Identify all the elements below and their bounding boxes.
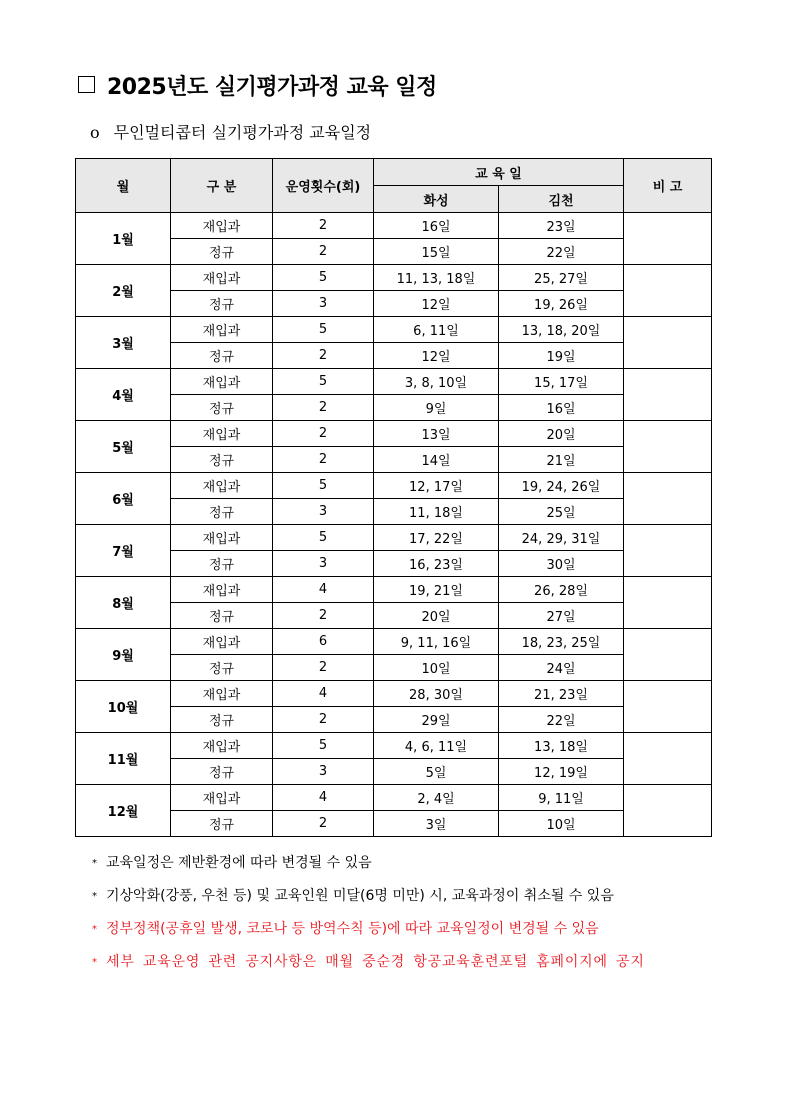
- cell-gimcheon: 21일: [499, 447, 624, 473]
- cell-category: 재입과: [171, 577, 273, 603]
- table-row: [76, 525, 712, 551]
- cell-gimcheon: 27일: [499, 603, 624, 629]
- note-item: [92, 852, 722, 885]
- cell-gimcheon: 24, 29, 31일: [499, 525, 624, 551]
- cell-category: 재입과: [171, 629, 273, 655]
- table-row: [76, 291, 712, 317]
- cell-gimcheon: 13, 18, 20일: [499, 317, 624, 343]
- cell-month: 11월: [76, 733, 171, 785]
- header-hwaseong: 화성: [374, 186, 499, 213]
- cell-hwaseong: 14일: [374, 447, 499, 473]
- cell-category: 정규: [171, 759, 273, 785]
- note-item: [92, 885, 722, 918]
- cell-gimcheon: 21, 23일: [499, 681, 624, 707]
- cell-sessions: 4: [273, 577, 374, 603]
- cell-remarks: [624, 733, 712, 785]
- table-row: [76, 577, 712, 603]
- header-gimcheon: 김천: [499, 186, 624, 213]
- table-row: [76, 213, 712, 239]
- cell-month: 6월: [76, 473, 171, 525]
- cell-gimcheon: 25일: [499, 499, 624, 525]
- cell-category: 재입과: [171, 317, 273, 343]
- notes-list: [92, 852, 722, 984]
- table-row: [76, 785, 712, 811]
- cell-sessions: 2: [273, 239, 374, 265]
- cell-hwaseong: 15일: [374, 239, 499, 265]
- cell-sessions: 3: [273, 291, 374, 317]
- cell-gimcheon: 23일: [499, 213, 624, 239]
- header-remarks: 비 고: [624, 159, 712, 213]
- cell-gimcheon: 19, 26일: [499, 291, 624, 317]
- cell-month: 10월: [76, 681, 171, 733]
- cell-gimcheon: 24일: [499, 655, 624, 681]
- header-month: 월: [76, 159, 171, 213]
- cell-month: 7월: [76, 525, 171, 577]
- note-item: [92, 951, 722, 984]
- cell-hwaseong: 19, 21일: [374, 577, 499, 603]
- cell-month: 12월: [76, 785, 171, 837]
- cell-hwaseong: 12일: [374, 343, 499, 369]
- cell-gimcheon: 18, 23, 25일: [499, 629, 624, 655]
- header-sessions: 운영횟수(회): [273, 159, 374, 213]
- table-row: [76, 629, 712, 655]
- section-subtitle: [90, 120, 371, 143]
- cell-sessions: 5: [273, 525, 374, 551]
- cell-sessions: 2: [273, 421, 374, 447]
- table-row: [76, 369, 712, 395]
- cell-category: 정규: [171, 239, 273, 265]
- cell-remarks: [624, 629, 712, 681]
- cell-sessions: 2: [273, 343, 374, 369]
- cell-category: 정규: [171, 395, 273, 421]
- cell-remarks: [624, 681, 712, 733]
- cell-gimcheon: 26, 28일: [499, 577, 624, 603]
- cell-category: 재입과: [171, 733, 273, 759]
- asterisk-icon: *: [92, 924, 97, 935]
- cell-gimcheon: 19, 24, 26일: [499, 473, 624, 499]
- cell-remarks: [624, 525, 712, 577]
- cell-hwaseong: 13일: [374, 421, 499, 447]
- cell-month: 2월: [76, 265, 171, 317]
- cell-hwaseong: 28, 30일: [374, 681, 499, 707]
- cell-hwaseong: 17, 22일: [374, 525, 499, 551]
- cell-gimcheon: 30일: [499, 551, 624, 577]
- table-row: [76, 499, 712, 525]
- table-row: [76, 343, 712, 369]
- cell-gimcheon: 13, 18일: [499, 733, 624, 759]
- note-text: 정부정책(공휴일 발생, 코로나 등 방역수칙 등)에 따라 교육일정이 변경될 수 있음: [106, 921, 599, 937]
- table-row: [76, 239, 712, 265]
- cell-hwaseong: 6, 11일: [374, 317, 499, 343]
- cell-gimcheon: 12, 19일: [499, 759, 624, 785]
- cell-gimcheon: 22일: [499, 239, 624, 265]
- cell-hwaseong: 20일: [374, 603, 499, 629]
- cell-month: 1월: [76, 213, 171, 265]
- cell-gimcheon: 15, 17일: [499, 369, 624, 395]
- cell-category: 재입과: [171, 265, 273, 291]
- table-row: [76, 447, 712, 473]
- cell-category: 정규: [171, 551, 273, 577]
- cell-month: 9월: [76, 629, 171, 681]
- cell-gimcheon: 10일: [499, 811, 624, 837]
- cell-hwaseong: 5일: [374, 759, 499, 785]
- cell-category: 정규: [171, 655, 273, 681]
- cell-sessions: 2: [273, 707, 374, 733]
- cell-category: 정규: [171, 499, 273, 525]
- cell-category: 재입과: [171, 785, 273, 811]
- cell-sessions: 5: [273, 265, 374, 291]
- cell-sessions: 5: [273, 473, 374, 499]
- cell-remarks: [624, 213, 712, 265]
- cell-remarks: [624, 577, 712, 629]
- cell-hwaseong: 9, 11, 16일: [374, 629, 499, 655]
- table-row: [76, 681, 712, 707]
- cell-category: 정규: [171, 447, 273, 473]
- cell-hwaseong: 12, 17일: [374, 473, 499, 499]
- cell-gimcheon: 20일: [499, 421, 624, 447]
- schedule-table: [75, 158, 712, 837]
- cell-remarks: [624, 473, 712, 525]
- cell-month: 4월: [76, 369, 171, 421]
- cell-category: 정규: [171, 603, 273, 629]
- cell-remarks: [624, 785, 712, 837]
- cell-sessions: 3: [273, 499, 374, 525]
- cell-hwaseong: 29일: [374, 707, 499, 733]
- cell-sessions: 2: [273, 655, 374, 681]
- cell-hwaseong: 12일: [374, 291, 499, 317]
- asterisk-icon: *: [92, 858, 97, 869]
- table-row: [76, 707, 712, 733]
- cell-remarks: [624, 317, 712, 369]
- cell-gimcheon: 25, 27일: [499, 265, 624, 291]
- cell-sessions: 2: [273, 213, 374, 239]
- cell-gimcheon: 22일: [499, 707, 624, 733]
- cell-sessions: 3: [273, 759, 374, 785]
- table-header: [76, 159, 712, 213]
- cell-sessions: 6: [273, 629, 374, 655]
- asterisk-icon: *: [92, 957, 98, 968]
- cell-sessions: 4: [273, 681, 374, 707]
- cell-hwaseong: 16, 23일: [374, 551, 499, 577]
- cell-category: 정규: [171, 291, 273, 317]
- cell-hwaseong: 16일: [374, 213, 499, 239]
- cell-sessions: 5: [273, 369, 374, 395]
- cell-gimcheon: 16일: [499, 395, 624, 421]
- cell-hwaseong: 9일: [374, 395, 499, 421]
- cell-category: 정규: [171, 343, 273, 369]
- cell-sessions: 2: [273, 447, 374, 473]
- table-row: [76, 551, 712, 577]
- cell-hwaseong: 2, 4일: [374, 785, 499, 811]
- cell-month: 3월: [76, 317, 171, 369]
- cell-remarks: [624, 369, 712, 421]
- cell-hwaseong: 3, 8, 10일: [374, 369, 499, 395]
- cell-category: 재입과: [171, 421, 273, 447]
- table-row: [76, 421, 712, 447]
- table-row: [76, 603, 712, 629]
- cell-category: 재입과: [171, 525, 273, 551]
- table-row: [76, 473, 712, 499]
- cell-category: 재입과: [171, 681, 273, 707]
- cell-gimcheon: 19일: [499, 343, 624, 369]
- cell-sessions: 2: [273, 603, 374, 629]
- cell-hwaseong: 4, 6, 11일: [374, 733, 499, 759]
- table-row: [76, 265, 712, 291]
- table-row: [76, 655, 712, 681]
- cell-hwaseong: 11, 13, 18일: [374, 265, 499, 291]
- cell-sessions: 3: [273, 551, 374, 577]
- page-title-text: 2025년도 실기평가과정 교육 일정: [107, 75, 437, 100]
- header-category: 구 분: [171, 159, 273, 213]
- cell-hwaseong: 3일: [374, 811, 499, 837]
- cell-gimcheon: 9, 11일: [499, 785, 624, 811]
- asterisk-icon: *: [92, 891, 97, 902]
- cell-remarks: [624, 265, 712, 317]
- cell-hwaseong: 10일: [374, 655, 499, 681]
- cell-sessions: 5: [273, 733, 374, 759]
- section-subtitle-text: 무인멀티콥터 실기평가과정 교육일정: [113, 123, 372, 142]
- cell-category: 재입과: [171, 473, 273, 499]
- cell-sessions: 5: [273, 317, 374, 343]
- note-text: 교육일정은 제반환경에 따라 변경될 수 있음: [106, 855, 372, 871]
- table-body: [76, 213, 712, 837]
- cell-sessions: 4: [273, 785, 374, 811]
- cell-category: 재입과: [171, 213, 273, 239]
- cell-category: 재입과: [171, 369, 273, 395]
- note-item: [92, 918, 722, 951]
- cell-category: 정규: [171, 811, 273, 837]
- cell-category: 정규: [171, 707, 273, 733]
- table-row: [76, 759, 712, 785]
- page-title: [78, 70, 437, 101]
- cell-month: 5월: [76, 421, 171, 473]
- cell-month: 8월: [76, 577, 171, 629]
- cell-remarks: [624, 421, 712, 473]
- table-row: [76, 733, 712, 759]
- table-row: [76, 811, 712, 837]
- note-text: 기상악화(강풍, 우천 등) 및 교육인원 미달(6명 미만) 시, 교육과정이 취소될 수 있음: [106, 888, 614, 904]
- cell-sessions: 2: [273, 395, 374, 421]
- checkbox-square-icon: [78, 76, 95, 93]
- header-edu-days: 교 육 일: [374, 159, 624, 186]
- cell-sessions: 2: [273, 811, 374, 837]
- note-text: 세부 교육운영 관련 공지사항은 매월 중순경 항공교육훈련포털 홈페이지에 공지: [106, 954, 645, 970]
- cell-hwaseong: 11, 18일: [374, 499, 499, 525]
- table-row: [76, 395, 712, 421]
- circle-bullet-icon: o: [90, 123, 100, 142]
- table-row: [76, 317, 712, 343]
